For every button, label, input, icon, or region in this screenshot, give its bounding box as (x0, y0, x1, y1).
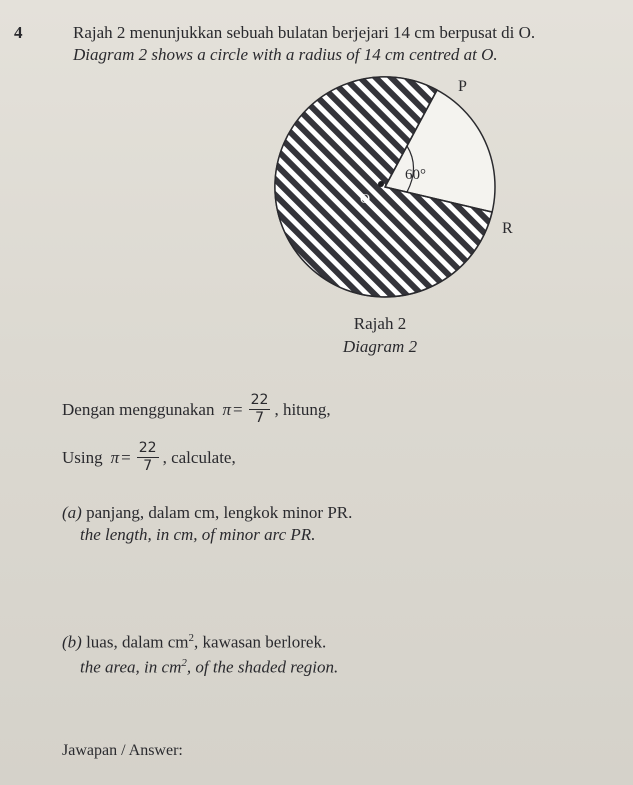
label-p: P (458, 78, 467, 95)
instruction-english (62, 440, 236, 475)
question-text-malay: Rajah 2 menunjukkan sebuah bulatan berjejari 14 cm berpusat di O. (73, 23, 536, 42)
part-b-english (80, 657, 338, 678)
equals-sign: = (233, 399, 243, 419)
pi-symbol: π (222, 399, 232, 419)
pi-fraction (137, 440, 159, 475)
diagram-caption-english: Diagram 2 (342, 337, 418, 356)
instruction-malay-suffix: , hitung, (274, 399, 331, 419)
part-a-label: (a) (62, 503, 82, 522)
question-number: 4 (14, 23, 23, 42)
pi-numerator: 22 (250, 392, 269, 408)
part-b-malay (62, 632, 326, 653)
diagram-caption-malay: Rajah 2 (353, 314, 407, 333)
part-b-text-english-2: , of the shaded region. (186, 657, 339, 677)
instruction-english-suffix: , calculate, (162, 447, 236, 467)
part-b-superscript-english: 2 (181, 657, 187, 669)
pi-fraction (249, 392, 271, 427)
part-b-label: (b) (62, 632, 82, 652)
part-b-text-malay-1: luas, dalam cm (86, 632, 189, 652)
part-a-english: the length, in cm, of minor arc PR. (80, 525, 316, 544)
part-b-superscript: 2 (188, 632, 195, 644)
label-r: R (502, 220, 513, 237)
instruction-malay-prefix: Dengan menggunakan (62, 399, 215, 419)
part-a-malay (62, 503, 352, 523)
part-b-text-malay-2: , kawasan berlorek. (194, 632, 327, 652)
answer-label: Jawapan / Answer: (62, 742, 183, 759)
circle-diagram (260, 75, 513, 300)
pi-denominator: 7 (255, 410, 264, 426)
instruction-english-prefix: Using (62, 447, 103, 467)
pi-symbol: π (110, 447, 120, 467)
part-a-text-malay: panjang, dalam cm, lengkok minor PR. (86, 503, 353, 522)
label-o: O (360, 192, 371, 207)
pi-denominator: 7 (143, 458, 153, 474)
centre-point (378, 181, 384, 187)
pi-numerator: 22 (138, 440, 157, 456)
instruction-malay (62, 392, 331, 427)
part-b-text-english-1: the area, in cm (80, 657, 182, 677)
equals-sign: = (121, 447, 131, 467)
question-text-english: Diagram 2 shows a circle with a radius of 14 cm centred at O. (73, 45, 498, 64)
angle-label: 60° (405, 167, 426, 183)
